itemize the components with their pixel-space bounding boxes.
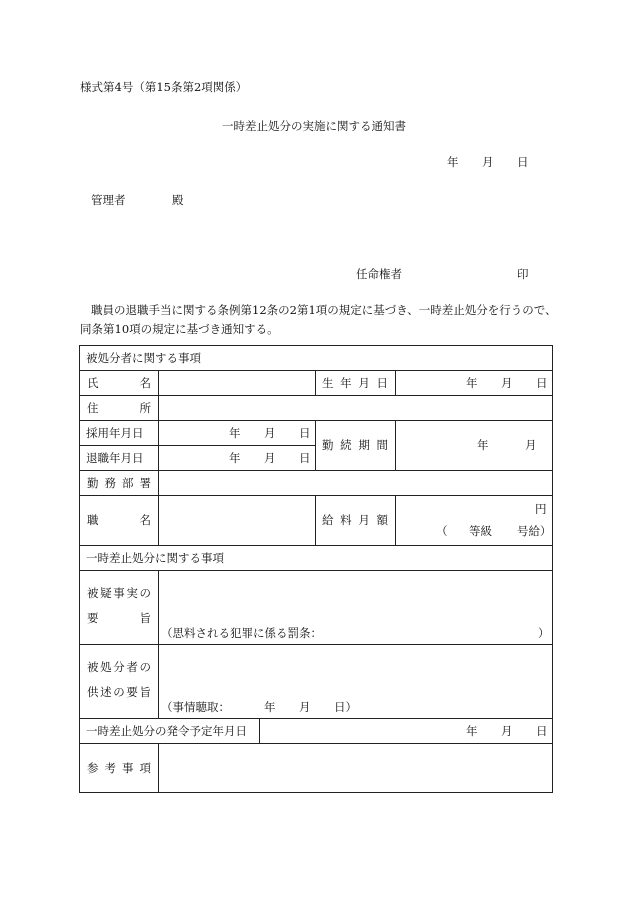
document-title: 一時差止処分の実施に関する通知書 xyxy=(222,119,406,133)
grade-open-paren: （ xyxy=(436,524,448,538)
hire-date-label: 採用年月日 xyxy=(86,426,144,440)
issue-day-unit: 日 xyxy=(536,724,548,738)
retire-date-label: 退職年月日 xyxy=(86,451,144,465)
hearing-month-unit: 月 xyxy=(299,700,311,714)
hearing-note: （事情聴取： xyxy=(161,700,230,714)
yen-unit: 円 xyxy=(535,502,547,516)
form-number: 様式第4号（第15条第2項関係） xyxy=(80,80,248,94)
name-label: 氏 名 xyxy=(87,376,151,390)
remarks-label: 参 考 事 項 xyxy=(87,761,151,775)
retire-year-unit: 年 xyxy=(229,451,241,465)
suspected-facts-label: 被 疑 事 実 の xyxy=(87,586,151,600)
penalty-note: （思料される犯罪に係る罰条： xyxy=(161,626,322,640)
birth-year-unit: 年 xyxy=(466,376,478,390)
issue-year-unit: 年 xyxy=(466,724,478,738)
service-months-unit: 月 xyxy=(525,438,537,452)
sender-label: 任命権者 xyxy=(356,267,402,281)
issue-date-label: 一時差止処分の発令予定年月日 xyxy=(86,724,247,738)
hearing-year-unit: 年 xyxy=(264,700,276,714)
position-label: 職 名 xyxy=(87,513,151,527)
retire-day-unit: 日 xyxy=(299,451,311,465)
retire-month-unit: 月 xyxy=(264,451,276,465)
penalty-close-paren: ） xyxy=(538,626,550,640)
date-day-label: 日 xyxy=(517,155,529,169)
step-unit: 号給） xyxy=(517,524,552,538)
service-years-unit: 年 xyxy=(477,438,489,452)
section-suspension-header: 一時差止処分に関する事項 xyxy=(86,551,224,565)
hire-month-unit: 月 xyxy=(264,426,276,440)
birth-day-unit: 日 xyxy=(536,376,548,390)
hire-day-unit: 日 xyxy=(299,426,311,440)
issue-month-unit: 月 xyxy=(501,724,513,738)
statement-label-line2: 供 述 の 要 旨 xyxy=(87,685,151,699)
section-subject-header: 被処分者に関する事項 xyxy=(86,351,201,365)
intro-line-2: 同条第10項の規定に基づき通知する。 xyxy=(80,322,279,336)
seal-mark: 印 xyxy=(517,267,529,281)
statement-label-line1: 被 処 分 者 の xyxy=(87,660,151,674)
date-month-label: 月 xyxy=(482,155,494,169)
salary-label: 給 料 月 額 xyxy=(322,513,388,527)
addressee-label: 管理者 xyxy=(91,193,126,207)
date-year-label: 年 xyxy=(447,155,459,169)
intro-line-1: 職員の退職手当に関する条例第12条の2第1項の規定に基づき、一時差止処分を行うので、 xyxy=(91,303,557,317)
birthdate-label: 生 年 月 日 xyxy=(322,376,388,390)
department-label: 勤 務 部 署 xyxy=(87,476,151,490)
suspected-facts-gist-label: 要 旨 xyxy=(87,611,151,625)
hearing-day-close: 日） xyxy=(334,700,357,714)
birth-month-unit: 月 xyxy=(501,376,513,390)
service-period-label: 勤 続 期 間 xyxy=(322,438,388,452)
grade-unit: 等級 xyxy=(469,524,492,538)
addressee-honorific: 殿 xyxy=(172,193,184,207)
address-label: 住 所 xyxy=(87,401,151,415)
hire-year-unit: 年 xyxy=(229,426,241,440)
